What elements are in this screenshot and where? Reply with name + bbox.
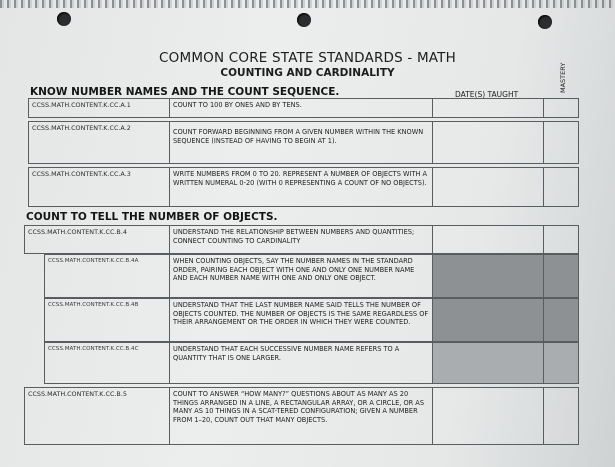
mastery-cell[interactable]	[543, 387, 579, 445]
date-taught-cell[interactable]	[432, 121, 544, 164]
section-heading-count-objects: COUNT TO TELL THE NUMBER OF OBJECTS.	[26, 211, 278, 223]
standard-text-cell: COUNT FORWARD BEGINNING FROM A GIVEN NUMBER WITHIN THE KNOWN SEQUENCE (INSTEAD OF HAVING TO BEGIN AT 1).	[169, 121, 433, 164]
mastery-cell-shaded	[543, 342, 579, 384]
standard-text-cell: UNDERSTAND THAT THE LAST NUMBER NAME SAID TELLS THE NUMBER OF OBJECTS COUNTED. THE NUMBER OF OBJECTS IS THE SAME REGARDLESS OF THEIR ARRANGEMENT OR THE ORDER IN WHICH THEY WERE COUNTED.	[169, 298, 433, 342]
mastery-cell-shaded	[543, 254, 579, 298]
sub-standard-code-cell: CCSS.MATH.CONTENT.K.CC.B.4A	[44, 254, 170, 298]
date-taught-cell[interactable]	[432, 98, 544, 118]
standard-text-cell: UNDERSTAND THE RELATIONSHIP BETWEEN NUMBERS AND QUANTITIES; CONNECT COUNTING TO CARDINALITY	[169, 225, 433, 254]
date-taught-cell[interactable]	[432, 225, 544, 254]
date-taught-cell[interactable]	[432, 167, 544, 207]
section-heading-count-sequence: KNOW NUMBER NAMES AND THE COUNT SEQUENCE.	[30, 86, 340, 98]
standard-code-cell: CCSS.MATH.CONTENT.K.CC.A.2	[28, 121, 170, 164]
date-taught-cell-shaded	[432, 254, 544, 298]
mastery-cell[interactable]	[543, 121, 579, 164]
standard-code-cell: CCSS.MATH.CONTENT.K.CC.B.5	[24, 387, 170, 445]
spiral-binding	[0, 0, 615, 8]
standard-text-cell: WHEN COUNTING OBJECTS, SAY THE NUMBER NAMES IN THE STANDARD ORDER, PAIRING EACH OBJECT WITH ONE AND ONLY ONE NUMBER NAME AND EACH NUMBER NAME WITH ONE AND ONLY ONE OBJECT.	[169, 254, 433, 298]
date-taught-cell-shaded	[432, 298, 544, 342]
standard-code-cell: CCSS.MATH.CONTENT.K.CC.A.1	[28, 98, 170, 118]
punch-hole-right	[538, 15, 552, 29]
date-taught-cell-shaded	[432, 342, 544, 384]
standard-text-cell: UNDERSTAND THAT EACH SUCCESSIVE NUMBER NAME REFERS TO A QUANTITY THAT IS ONE LARGER.	[169, 342, 433, 384]
page-subtitle: COUNTING AND CARDINALITY	[220, 67, 395, 79]
punch-hole-center	[297, 13, 311, 27]
mastery-cell[interactable]	[543, 167, 579, 207]
mastery-header: MASTERY	[559, 62, 567, 94]
standard-text-cell: COUNT TO 100 BY ONES AND BY TENS.	[169, 98, 433, 118]
standard-code-cell: CCSS.MATH.CONTENT.K.CC.A.3	[28, 167, 170, 207]
standard-text-cell: COUNT TO ANSWER “HOW MANY?” QUESTIONS ABOUT AS MANY AS 20 THINGS ARRANGED IN A LINE, A RECTANGULAR ARRAY, OR A CIRCLE, OR AS MANY AS 10 THINGS IN A SCAT-TERED CONFIGURATION; GIVEN A NUMBER FROM 1–20, COUNT OUT THAT MANY OBJECTS.	[169, 387, 433, 445]
mastery-cell-shaded	[543, 298, 579, 342]
standard-code-cell: CCSS.MATH.CONTENT.K.CC.B.4	[24, 225, 170, 254]
punch-hole-left	[57, 12, 71, 26]
page-title: COMMON CORE STATE STANDARDS - MATH	[159, 50, 456, 66]
standard-text-cell: WRITE NUMBERS FROM 0 TO 20. REPRESENT A NUMBER OF OBJECTS WITH A WRITTEN NUMERAL 0-20 (WITH 0 REPRESENTING A COUNT OF NO OBJECTS).	[169, 167, 433, 207]
mastery-cell[interactable]	[543, 98, 579, 118]
sub-standard-code-cell: CCSS.MATH.CONTENT.K.CC.B.4C	[44, 342, 170, 384]
date-taught-cell[interactable]	[432, 387, 544, 445]
mastery-cell[interactable]	[543, 225, 579, 254]
sub-standard-code-cell: CCSS.MATH.CONTENT.K.CC.B.4B	[44, 298, 170, 342]
dates-taught-header: DATE(S) TAUGHT	[455, 90, 519, 99]
